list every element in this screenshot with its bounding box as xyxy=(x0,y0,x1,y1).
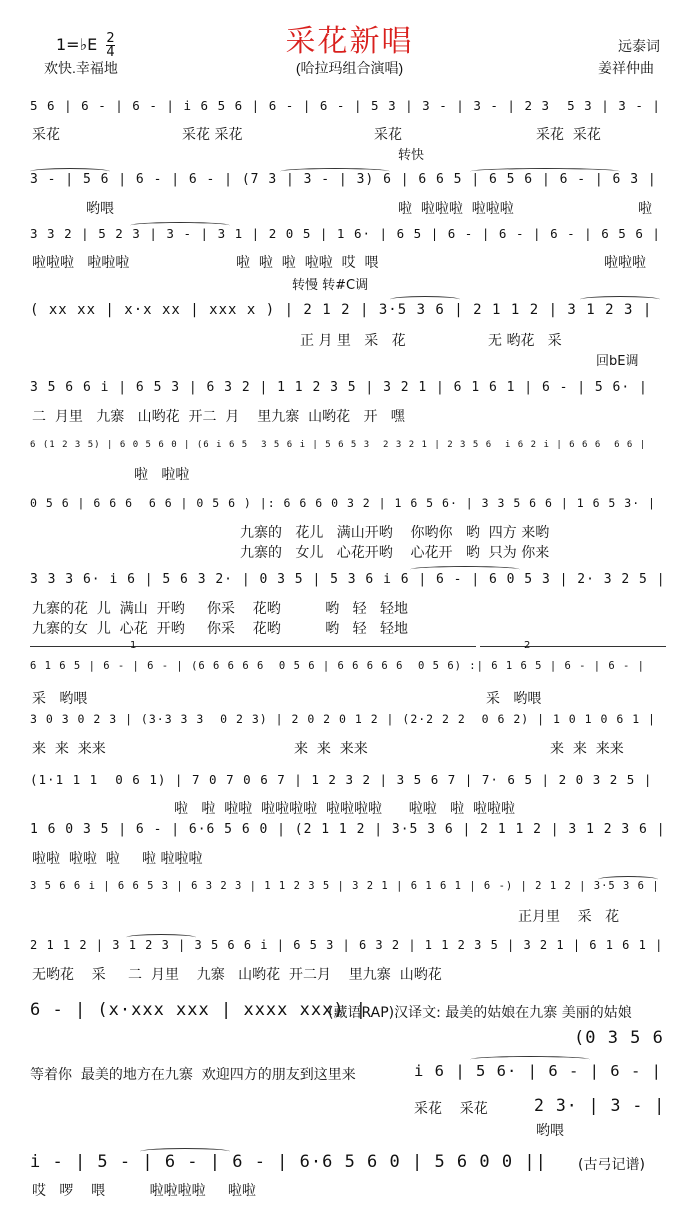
notation-row: 1 6 0 3 5 | 6 - | 6·6 5 6 0 | (2 1 1 2 | 3·5 3 6 | 2 1 1 2 | 3 1 2 3 6 | xyxy=(30,822,666,837)
transcriber-credit: (古弓记谱) xyxy=(578,1157,645,1173)
time-denominator: 4 xyxy=(106,45,115,60)
lyric: 啦啦啦 啦啦啦 xyxy=(32,255,130,271)
notation-row: 2 1 1 2 | 3 1 2 3 | 3 5 6 6 i | 6 5 3 | 6 3 2 | 1 1 2 3 5 | 3 2 1 | 6 1 6 1 | xyxy=(30,938,664,952)
harmony-lyric: 哟喂 xyxy=(536,1123,564,1139)
lyric: 采花 采花 xyxy=(182,127,243,143)
score-line-2 xyxy=(30,170,666,220)
performer-subtitle: (哈拉玛组合演唱) xyxy=(295,60,404,76)
score-line-13 xyxy=(30,878,666,930)
lyric-verse-2: 九寨的女 儿 心花 开哟 你采 花哟 哟 轻 轻地 xyxy=(32,621,408,637)
score-line-16 xyxy=(30,1058,666,1142)
lyric: 采花 采花 xyxy=(536,127,601,143)
lyric: 采花 xyxy=(374,127,402,143)
lyric-verse-2: 九寨的 女儿 心花开哟 心花开 哟 只为 你来 xyxy=(240,545,550,561)
notation-row: i - | 5 - | 6 - | 6 - | 6·6 5 6 0 | 5 6 0 0 || xyxy=(30,1152,547,1172)
notation-row: 6 1 6 5 | 6 - | 6 - | (6 6 6 6 6 0 5 6 | 6 6 6 6 6 0 5 6) :| 6 1 6 5 | 6 - | 6 - | xyxy=(30,660,646,672)
tempo-marking: 欢快.幸福地 xyxy=(44,60,118,76)
score-line-10 xyxy=(30,710,666,762)
lyric: 啦 xyxy=(638,201,652,217)
second-ending-bracket xyxy=(480,646,666,647)
lyric: 啦啦啦 xyxy=(604,255,646,271)
lyric: 啦 啦 啦啦 啦啦啦啦 啦啦啦啦 啦啦 啦 啦啦啦 xyxy=(174,801,516,817)
lyric-verse-1: 九寨的 花儿 满山开哟 你哟你 哟 四方 来哟 xyxy=(240,525,550,541)
lyricist-credit: 远泰词 xyxy=(618,38,660,54)
score-line-8 xyxy=(30,570,666,640)
notation-row: 3 - | 5 6 | 6 - | 6 - | (7 3 | 3 - | 3) 6 | 6 6 5 | 6 5 6 | 6 - | 6 3 | xyxy=(30,172,657,187)
lyric: 采 哟喂 xyxy=(32,691,88,707)
key-change-note: 转慢 转#C调 xyxy=(292,278,369,293)
lyric-verse-1: 九寨的花 儿 满山 开哟 你采 花哟 哟 轻 轻地 xyxy=(32,601,408,617)
lyric: 采花 xyxy=(32,127,60,143)
composer-credit: 姜祥仲曲 xyxy=(598,60,654,76)
ending-1-label: 1 xyxy=(130,640,137,651)
lyric: 来 来 来来 xyxy=(294,741,368,757)
key-label: 1=♭E xyxy=(56,35,98,54)
ending-2-label: 2 xyxy=(524,640,531,651)
score-line-3 xyxy=(30,224,666,293)
time-signature xyxy=(106,32,114,59)
rap-translation-cont: 等着你 最美的地方在九寨 欢迎四方的朋友到这里来 xyxy=(30,1067,356,1083)
harmony-notes: 2 3· | 3 - | xyxy=(534,1096,666,1115)
score-line-15 xyxy=(30,998,666,1050)
lyric: 采花 采花 xyxy=(414,1101,488,1117)
lyric: 哟喂 xyxy=(86,201,114,217)
notation-row: ( xx xx | x·x xx | xxx x ) | 2 1 2 | 3·5 3 6 | 2 1 1 2 | 3 1 2 3 | xyxy=(30,302,653,318)
pickup-notes: (0 3 5 6 xyxy=(574,1028,664,1048)
lyric: 啦 啦 啦 啦啦 哎 喂 xyxy=(236,255,379,271)
lyric: 来 来 来来 xyxy=(32,741,106,757)
notation-row: 6 (1 2 3 5) | 6 0 5 6 0 | (6 i 6 5 3 5 6 i | 5 6 5 3 2 3 2 1 | 2 3 5 6 i 6 2 i | 6 6 6 6 6 | xyxy=(30,440,647,450)
score-line-6 xyxy=(30,438,666,488)
notation-row: 3 5 6 6 i | 6 6 5 3 | 6 3 2 3 | 1 1 2 3 5 | 3 2 1 | 6 1 6 1 | 6 -) | 2 1 2 | 3·5 3 6 | xyxy=(30,880,660,892)
score-line-14 xyxy=(30,936,666,988)
score-line-4 xyxy=(30,300,666,368)
lyric: 采 哟喂 xyxy=(486,691,542,707)
rap-translation: (藏语RAP)汉译文: 最美的姑娘在九寨 美丽的姑娘 xyxy=(328,1005,632,1021)
score-line-17 xyxy=(30,1150,666,1202)
lyric: 无 哟花 采 xyxy=(488,333,562,349)
notation-row: 5 6 | 6 - | 6 - | i 6 5 6 | 6 - | 6 - | 5 3 | 3 - | 3 - | 2 3 5 3 | 3 - | xyxy=(30,98,661,113)
lyric: 正月里 采 花 xyxy=(518,909,620,925)
notation-row: i 6 | 5 6· | 6 - | 6 - | xyxy=(414,1062,662,1080)
lyric: 正 月 里 采 花 xyxy=(300,333,406,349)
lyric: 来 来 来来 xyxy=(550,741,624,757)
score-line-7 xyxy=(30,494,666,562)
notation-row: 3 3 3 6· i 6 | 5 6 3 2· | 0 3 5 | 5 3 6 i 6 | 6 - | 6 0 5 3 | 2· 3 2 5 | xyxy=(30,572,666,587)
notation-row: 0 5 6 | 6 6 6 6 6 | 0 5 6 ) |: 6 6 6 0 3 2 | 1 6 5 6· | 3 3 5 6 6 | 1 6 5 3· | xyxy=(30,496,656,510)
score-line-11 xyxy=(30,770,666,822)
song-title: 采花新唱 xyxy=(285,25,414,58)
tempo-change-note: 转快 xyxy=(398,148,425,163)
notation-row: 6 - | (x·xxx xxx | xxxx xxx) | xyxy=(30,1000,368,1020)
lyric: 啦啦 啦啦 啦 啦 啦啦啦 xyxy=(32,851,203,867)
first-ending-bracket xyxy=(30,646,476,647)
score-line-9 xyxy=(30,642,666,706)
notation-row: 3 0 3 0 2 3 | (3·3 3 3 0 2 3) | 2 0 2 0 1 2 | (2·2 2 2 0 6 2) | 1 0 1 0 6 1 | xyxy=(30,712,656,726)
notation-row: 3 5 6 6 i | 6 5 3 | 6 3 2 | 1 1 2 3 5 | 3 2 1 | 6 1 6 1 | 6 - | 5 6· | xyxy=(30,380,648,395)
key-signature xyxy=(56,32,115,59)
key-return-note: 回bE调 xyxy=(596,354,639,369)
lyric: 无哟花 采 二 月里 九寨 山哟花 开二月 里九寨 山哟花 xyxy=(32,967,442,983)
time-numerator: 2 xyxy=(106,31,115,46)
notation-row: 3 3 2 | 5 2 3 | 3 - | 3 1 | 2 0 5 | 1 6· | 6 5 | 6 - | 6 - | 6 - | 6 5 6 | xyxy=(30,226,661,241)
score-line-1 xyxy=(30,96,666,163)
lyric: 哎 啰 喂 啦啦啦啦 啦啦 xyxy=(32,1183,256,1199)
notation-row: (1·1 1 1 0 6 1) | 7 0 7 0 6 7 | 1 2 3 2 | 3 5 6 7 | 7· 6 5 | 2 0 3 2 5 | xyxy=(30,772,653,787)
score-line-12 xyxy=(30,820,666,870)
lyric: 啦 啦啦啦 啦啦啦 xyxy=(398,201,514,217)
score-line-5 xyxy=(30,378,666,432)
lyric: 啦 啦啦 xyxy=(134,467,190,483)
lyric: 二 月里 九寨 山哟花 开二 月 里九寨 山哟花 开 嘿 xyxy=(32,409,405,425)
